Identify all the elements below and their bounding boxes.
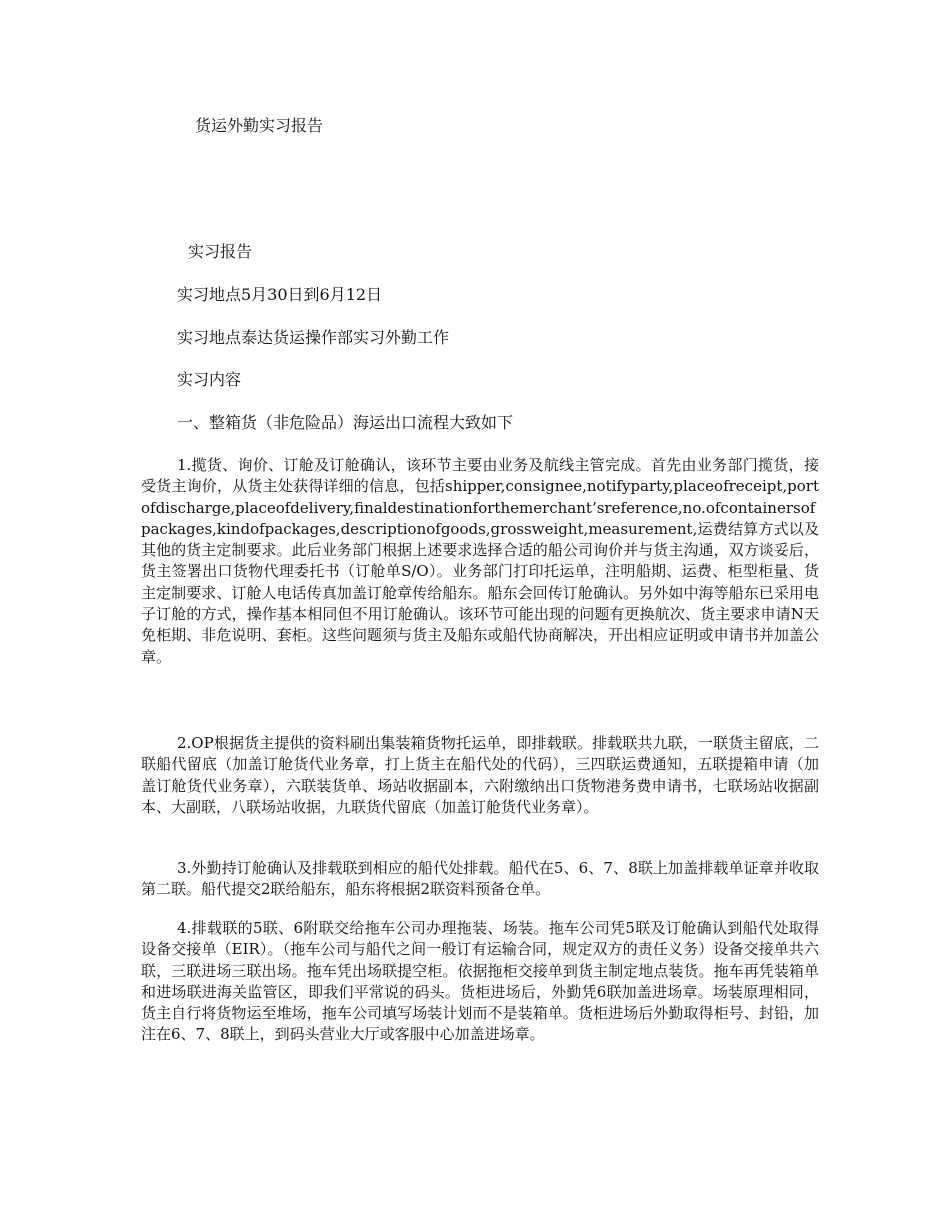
paragraph-shipping-agent	[141, 858, 819, 901]
paragraph-loading-list	[141, 733, 819, 818]
paragraph-text: 1.揽货、询价、订舱及订舱确认，该环节主要由业务及航线主管完成。首先由业务部门揽货，接受货主询价，从货主处获得详细的信息，包括shipper,consignee,notifyparty,placeofreceipt,portofdischarge,placeofdelivery,finaldestinationforthemerchant’sreference,no.ofcontainersofpackages,kindofpackages,descriptionofgoods,grossweight,measurement,运费结算方式以及其他的货主定制要求。此后业务部门根据上述要求选择合适的船公司询价并与货主沟通，双方谈妥后，货主签署出口货物代理委托书（订舱单S/O）。业务部门打印托运单，注明船期、运费、柜型柜量、货主定制要求、订舱人电话传真加盖订舱章传给船东。船东会回传订舱确认。另外如中海等船东已采用电子订舱的方式，操作基本相同但不用订舱确认。该环节可能出现的问题有更换航次、货主要求申请N天免柜期、非危说明、套柜。这些问题须与货主及船东或船代协商解决，开出相应证明或申请书并加盖公章。	[141, 456, 819, 666]
report-heading: 实习报告	[188, 242, 253, 261]
paragraph-text: 2.OP根据货主提供的资料刷出集装箱货物托运单，即排载联。排载联共九联，一联货主留底，二联船代留底（加盖订舱货代业务章，打上货主在船代处的代码），三四联运费通知，五联提箱申请（加盖订舱货代业务章），六联装货单、场站收据副本，六附缴纳出口货物港务费申请书，七联场站收据副本、大副联，八联场站收据，九联货代留底（加盖订舱货代业务章）。	[141, 734, 819, 816]
content-label: 实习内容	[177, 370, 242, 389]
paragraph-text: 3.外勤持订舱确认及排载联到相应的船代处排载。船代在5、6、7、8联上加盖排载单证章并收取第二联。船代提交2联给船东，船东将根据2联资料预备仓单。	[141, 859, 819, 899]
section-heading: 一、整箱货（非危险品）海运出口流程大致如下	[177, 413, 514, 432]
paragraph-trucking	[141, 918, 819, 1046]
paragraph-booking	[141, 455, 819, 668]
paragraph-text: 4.排载联的5联、6附联交给拖车公司办理拖装、场装。拖车公司凭5联及订舱确认到船代处取得设备交接单（EIR）。（拖车公司与船代之间一般订有运输合同，规定双方的责任义务）设备交接单共六联，三联进场三联出场。拖车凭出场联提空柜。依据拖柜交接单到货主制定地点装货。拖车再凭装箱单和进场联进海关监管区，即我们平常说的码头。货柜进场后，外勤凭6联加盖进场章。场装原理相同，货主自行将货物运至堆场，拖车公司填写场装计划而不是装箱单。货柜进场后外勤取得柜号、封铅，加注在6、7、8联上，到码头营业大厅或客服中心加盖进场章。	[141, 919, 819, 1044]
document-title: 货运外勤实习报告	[195, 116, 324, 135]
date-line: 实习地点5月30日到6月12日	[177, 285, 383, 304]
location-line: 实习地点泰达货运操作部实习外勤工作	[177, 328, 450, 347]
